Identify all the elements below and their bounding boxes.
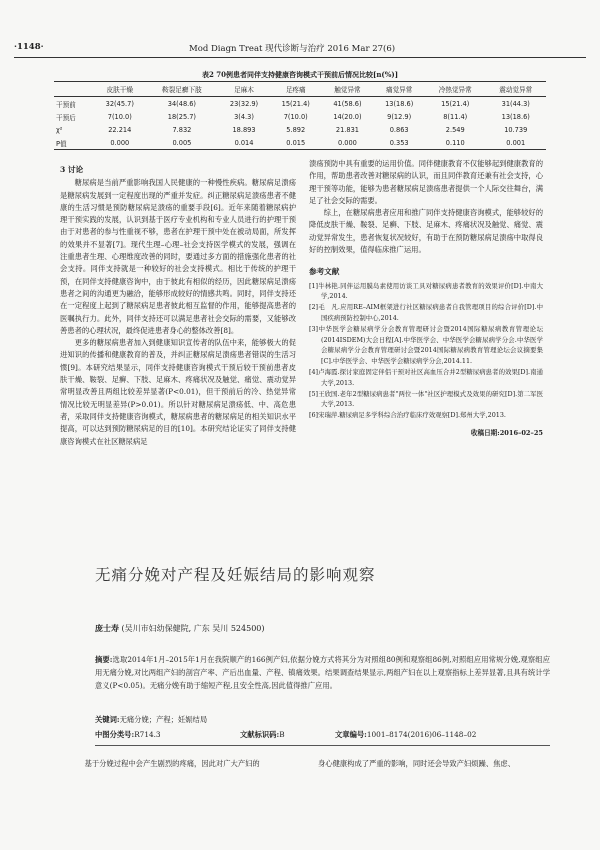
articleno-value: 1001–8174(2016)06–1148–02	[366, 730, 477, 739]
left-column	[60, 164, 296, 448]
page-number: ·1148·	[14, 42, 44, 52]
table-row	[54, 97, 546, 111]
reference-item: [5]王欣国.老年2型糖尿病患者"两位一体"社区护理模式及效果的研究[D].第二军医大学,2013.	[309, 389, 543, 409]
journal-citation: Mod Diagn Treat 现代诊断与治疗 2016 Mar 27(6)	[189, 44, 396, 54]
table-cell: 15(21.4)	[281, 99, 310, 108]
abstract-label: 摘要:	[95, 655, 113, 664]
keywords-label: 关键词:	[95, 715, 120, 724]
reference-item: [4]卢海霞.探讨家庭固定伴侣干预对社区高血压合并2型糖尿病患者的效果[D].南通大学,2013.	[309, 367, 543, 387]
header-rule	[14, 57, 586, 58]
table-cell: P值	[54, 136, 94, 150]
author-affiliation: (吴川市妇幼保健院, 广东 吴川 524500)	[121, 624, 265, 633]
table-row	[54, 111, 546, 125]
paragraph: 糖尿病是当前严重影响我国人民健康的一种慢性疾病。糖尿病足溃疡是糖尿病发展到一定程度出现的严重并发症。纠正糖尿病足溃疡患者不健康的生活习惯是预防糖尿病足溃疡的重要手段[6]。近年来随着糖尿病护理干预实践的发展，认识到基于医疗专业机构和专业人员进行的护理干预由于对患者的参与性重视不够，患者在护理干预中处在被动局面，所发挥的效果并不显著[7]。现代生理–心理–社会支持医学模式的发展，强调在注重患者生理、心理维度改善的同时，要通过多方面的措施强化患者的社会支持。同伴支持就是一种较好的社会支持模式。相比于传统的护理干预，在同伴支持健康咨询中，由于彼此有相似的经历，因此糖尿病足溃疡患者之间的沟通更为融洽，能够形成较好的情感共鸣。同时，同伴支持还在一定程度上起到了糖尿病足患者彼此相互监督的作用，能够提高患者的医嘱执行力。此外，同伴支持还可以满足患者社会交际的需要，又能够改善患者的心理状况，最终促进患者身心的整体改善[8]。	[60, 178, 296, 335]
table-cell: 32(45.7)	[105, 99, 134, 108]
table-header-row	[54, 82, 546, 97]
abstract-text: 选取2014年1月–2015年1月在我院顺产的166例产妇,依据分娩方式将其分为对照组80例和观察组86例,对照组应用常规分娩,观察组应用无痛分娩,对比两组产妇的剖宫产率、产后出血量、产程、镇痛效果。结果调查结果显示,两组产妇在以上观察指标上差异显著,且具有统计学意义(P<0.05)。无痛分娩有助于缩短产程,且安全性高,因此值得推广应用。	[95, 655, 550, 690]
col-header: 冷热觉异常	[425, 82, 485, 97]
table-cell: 7(10.0)	[283, 113, 308, 122]
table-cell: 7(10.0)	[107, 113, 132, 122]
table-cell: 0.863	[389, 125, 409, 134]
table-cell: 2.549	[445, 125, 465, 134]
article-body-left: 基于分娩过程中会产生剧烈的疼痛，因此对广大产妇的	[84, 759, 260, 768]
doccode-field: 文献标识码:B	[240, 730, 285, 739]
articleno-field: 文章编号:1001–8174(2016)06–1148–02	[335, 730, 477, 739]
reference-item: [6]宋瑞萍.糖尿病足多学科综合治疗临床疗效观察[D].郑州大学,2013.	[309, 411, 506, 420]
paragraph: 溃疡预防中具有重要的运用价值。同伴健康教育不仅能够起到健康教育的作用，帮助患者改善对糖尿病的认识，而且同伴教育还兼有社会支持，心理干预等功能，能够为患者糖尿病足溃疡患者提供一个人际交往舞台，满足了社会交际的需要。	[309, 159, 543, 205]
reference-item: [3]中华医学会糖尿病学分会教育管理研讨会暨2014国际糖尿病教育管理论坛(2014ISDEM)大会日程[A].中华医学会、中华医学会糖尿病学分会.中华医学会糖尿病学分会教育管理研讨会暨2014国际糖尿病教育管理论坛会议摘要集[C].中华医学会、中华医学会糖尿病学分会,2014.11.	[309, 325, 543, 365]
author-line	[95, 623, 265, 634]
reference-item: [1]牛林艳.同伴运用膜岛素使用访谈工具对糖尿病患者教育的效果评价[D].中南大学,2014.	[309, 281, 543, 301]
col-header: 痛觉异常	[373, 82, 425, 97]
table-cell: 21.831	[335, 125, 359, 134]
table-cell: 0.015	[270, 136, 322, 150]
table-cell: 0.005	[146, 136, 219, 150]
col-header	[54, 82, 94, 97]
running-header	[14, 42, 586, 56]
table-cell: 0.014	[218, 136, 270, 150]
table-cell: 13(18.6)	[501, 113, 530, 122]
table-cell: 0.353	[373, 136, 425, 150]
keywords	[95, 715, 207, 725]
table-cell: 22.214	[108, 125, 132, 134]
col-header: 足麻木	[218, 82, 270, 97]
section-heading: 3 讨论	[60, 165, 84, 174]
table-cell: 13(18.6)	[385, 99, 414, 108]
table-cell: 7.832	[172, 125, 192, 134]
article-body-right: 身心健康构成了严重的影响，同时还会导致产妇烦躁、焦虑、	[318, 759, 516, 768]
article-title: 无痛分娩对产程及妊娠结局的影响观察	[95, 566, 376, 584]
col-header: 触觉异常	[322, 82, 374, 97]
col-header: 足疼痛	[270, 82, 322, 97]
col-header: 皮肤干燥	[94, 82, 146, 97]
abstract-rule	[95, 745, 550, 746]
references-heading: 参考文献	[309, 267, 340, 277]
author-name: 庞士寿	[95, 623, 119, 633]
col-header: 震动觉异常	[485, 82, 546, 97]
received-date: 收稿日期:2016–02–25	[470, 428, 543, 437]
reference-list	[309, 281, 543, 421]
table-cell: 8(11.4)	[443, 113, 468, 122]
table-cell: 3(4.3)	[234, 113, 254, 122]
table-cell: 干预前	[56, 100, 76, 109]
table-cell: 23(32.9)	[229, 99, 259, 108]
clc-value: R714.3	[134, 730, 161, 739]
paragraph: 更多的糖尿病患者加入到健康知识宣传者的队伍中来，能够极大的促进知识的传播和健康教育的普及，并纠正糖尿病足溃疡患者错误的生活习惯[9]。本研究结果显示，同伴支持健康咨询模式干预后较干预前患者皮肤干燥、鞍裂、足癣、下肢、足麻木、疼痛状况及触觉、痛觉、震动觉异常明显改善且两组比较差异显著(P<0.01)，但干预前后的冷、热觉异常情况比较无明显差异(P>0.01)。所以针对糖尿病足溃疡低、中、高危患者，采取同伴支持健康咨询模式，糖尿病患者的糖尿病足的相关知识水平提高，可以达到预防糖尿病足的目的[10]。本研究结论证实了同伴支持健康咨询模式在社区糖尿病足	[60, 338, 296, 446]
comparison-table	[54, 81, 546, 150]
table-cell: 14(20.0)	[333, 113, 362, 122]
table-cell: 0.001	[485, 136, 546, 150]
abstract	[95, 654, 550, 692]
table-cell: 41(58.6)	[333, 99, 362, 108]
table-row	[54, 136, 546, 150]
clc-field: 中图分类号:R714.3	[95, 730, 161, 739]
table-cell: 0.000	[94, 136, 146, 150]
table-cell: 15(21.4)	[441, 99, 470, 108]
table-cell: 10.739	[504, 125, 528, 134]
keywords-text: 无痛分娩；产程；妊娠结局	[119, 715, 208, 724]
table-caption: 表2 70例患者同伴支持健康咨询模式干预前后情况比较[n(%)]	[201, 70, 399, 79]
table-cell: 31(44.3)	[501, 99, 530, 108]
paragraph: 综上，在糖尿病患者应用和推广同伴支持健康咨询模式，能够较好的降低皮肤干燥、鞍裂、足癣、下肢、足麻木、疼痛状况及触觉、痛觉、震动觉异常发生，患者恢复状况较好，有助于在预防糖尿病足溃疡中取得良好的控制效果，值得临床推广运用。	[309, 208, 543, 255]
table-cell: 9(12.9)	[387, 113, 412, 122]
table-cell: 0.110	[425, 136, 485, 150]
reference-item: [2]毛 凡.应用RE–AIM框架进行社区糖尿病患者自我管理项目的综合评价[D].中国疾病预防控制中心,2014.	[309, 303, 543, 322]
table-cell: 34(48.6)	[167, 99, 196, 108]
table-cell: 干预后	[56, 114, 76, 123]
table-cell: 5.892	[286, 125, 306, 134]
doccode-value: B	[279, 730, 285, 739]
table-cell: 18(25.7)	[167, 113, 196, 122]
table-row	[54, 124, 546, 136]
right-column	[309, 158, 543, 439]
table-cell: χ²	[56, 125, 63, 134]
col-header: 鞍裂足癣下肢	[146, 82, 219, 97]
table-cell: 18.893	[232, 125, 256, 134]
table-cell: 0.000	[322, 136, 374, 150]
